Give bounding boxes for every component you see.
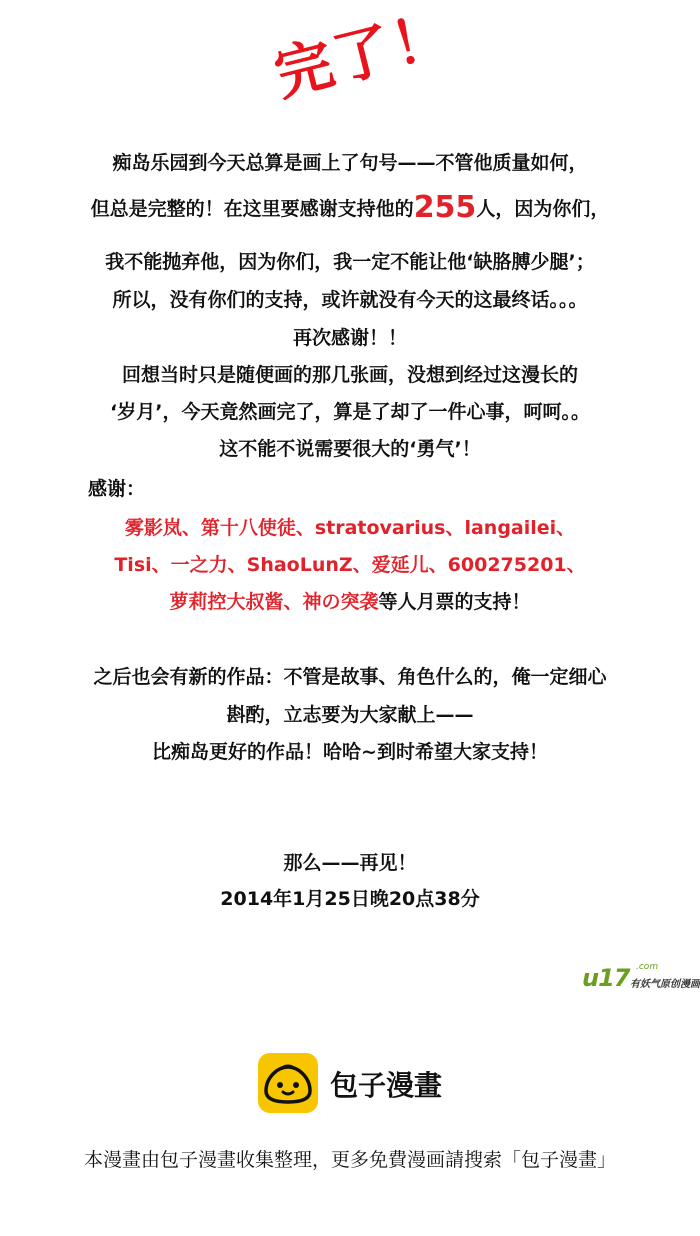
text-line: 回想当时只是随便画的那几张画，没想到经过这漫长的 [121, 364, 578, 386]
farewell-text: 那么——再见！ [283, 852, 417, 874]
text-line: 痴岛乐园到今天总算是画上了句号——不管他质量如何， [112, 152, 588, 174]
thanks-names-line [0, 587, 700, 614]
u17-watermark [582, 962, 700, 992]
thanks-names-line: 雾影岚、第十八使徒、stratovarius、langailei、 [124, 517, 576, 539]
watermark-domain: .com [636, 962, 659, 972]
page-title: 完了！ [267, 0, 459, 110]
thanks-names-line: Tisi、一之力、ShaoLunZ、爱延儿、600275201、 [114, 554, 586, 576]
text-line: 之后也会有新的作品：不管是故事、角色什么的，俺一定细心 [93, 666, 607, 688]
thanks-names-segment: 萝莉控大叔酱、神の突袭 [169, 591, 379, 613]
text-line: 斟酌，立志要为大家献上—— [226, 704, 474, 726]
text-line-with-count [0, 190, 700, 225]
text-line: ‘岁月’，今天竟然画完了，算是了却了一件心事，呵呵。。 [110, 401, 590, 423]
thanks-label: 感谢： [88, 478, 146, 500]
text-line: 我不能抛弃他，因为你们，我一定不能让他‘缺胳膊少腿’； [105, 251, 595, 273]
thanks-suffix: 等人月票的支持！ [378, 591, 531, 613]
text-line: 所以，没有你们的支持，或许就没有今天的这最终话。。。 [112, 289, 588, 311]
supporter-count: 255 [413, 190, 477, 225]
text-line: 比痴岛更好的作品！哈哈~到时希望大家支持！ [152, 741, 548, 763]
date-text: 2014年1月25日晚20点38分 [220, 888, 480, 910]
watermark-brand: u17 [582, 964, 630, 992]
watermark-slogan: 有妖气原创漫画 [630, 979, 700, 990]
text-line: 这不能不说需要很大的‘勇气’！ [219, 438, 481, 460]
bun-icon-drawing [258, 1053, 318, 1113]
app-name: 包子漫畫 [330, 1069, 443, 1102]
text-line: 再次感谢！！ [292, 327, 407, 349]
bun-icon [258, 1053, 318, 1113]
text-segment: 人，因为你们， [476, 198, 610, 220]
footer-text: 本漫畫由包子漫畫收集整理，更多免費漫画請搜索「包子漫畫」 [83, 1149, 616, 1171]
text-segment: 但总是完整的！在这里要感谢支持他的 [90, 198, 414, 220]
